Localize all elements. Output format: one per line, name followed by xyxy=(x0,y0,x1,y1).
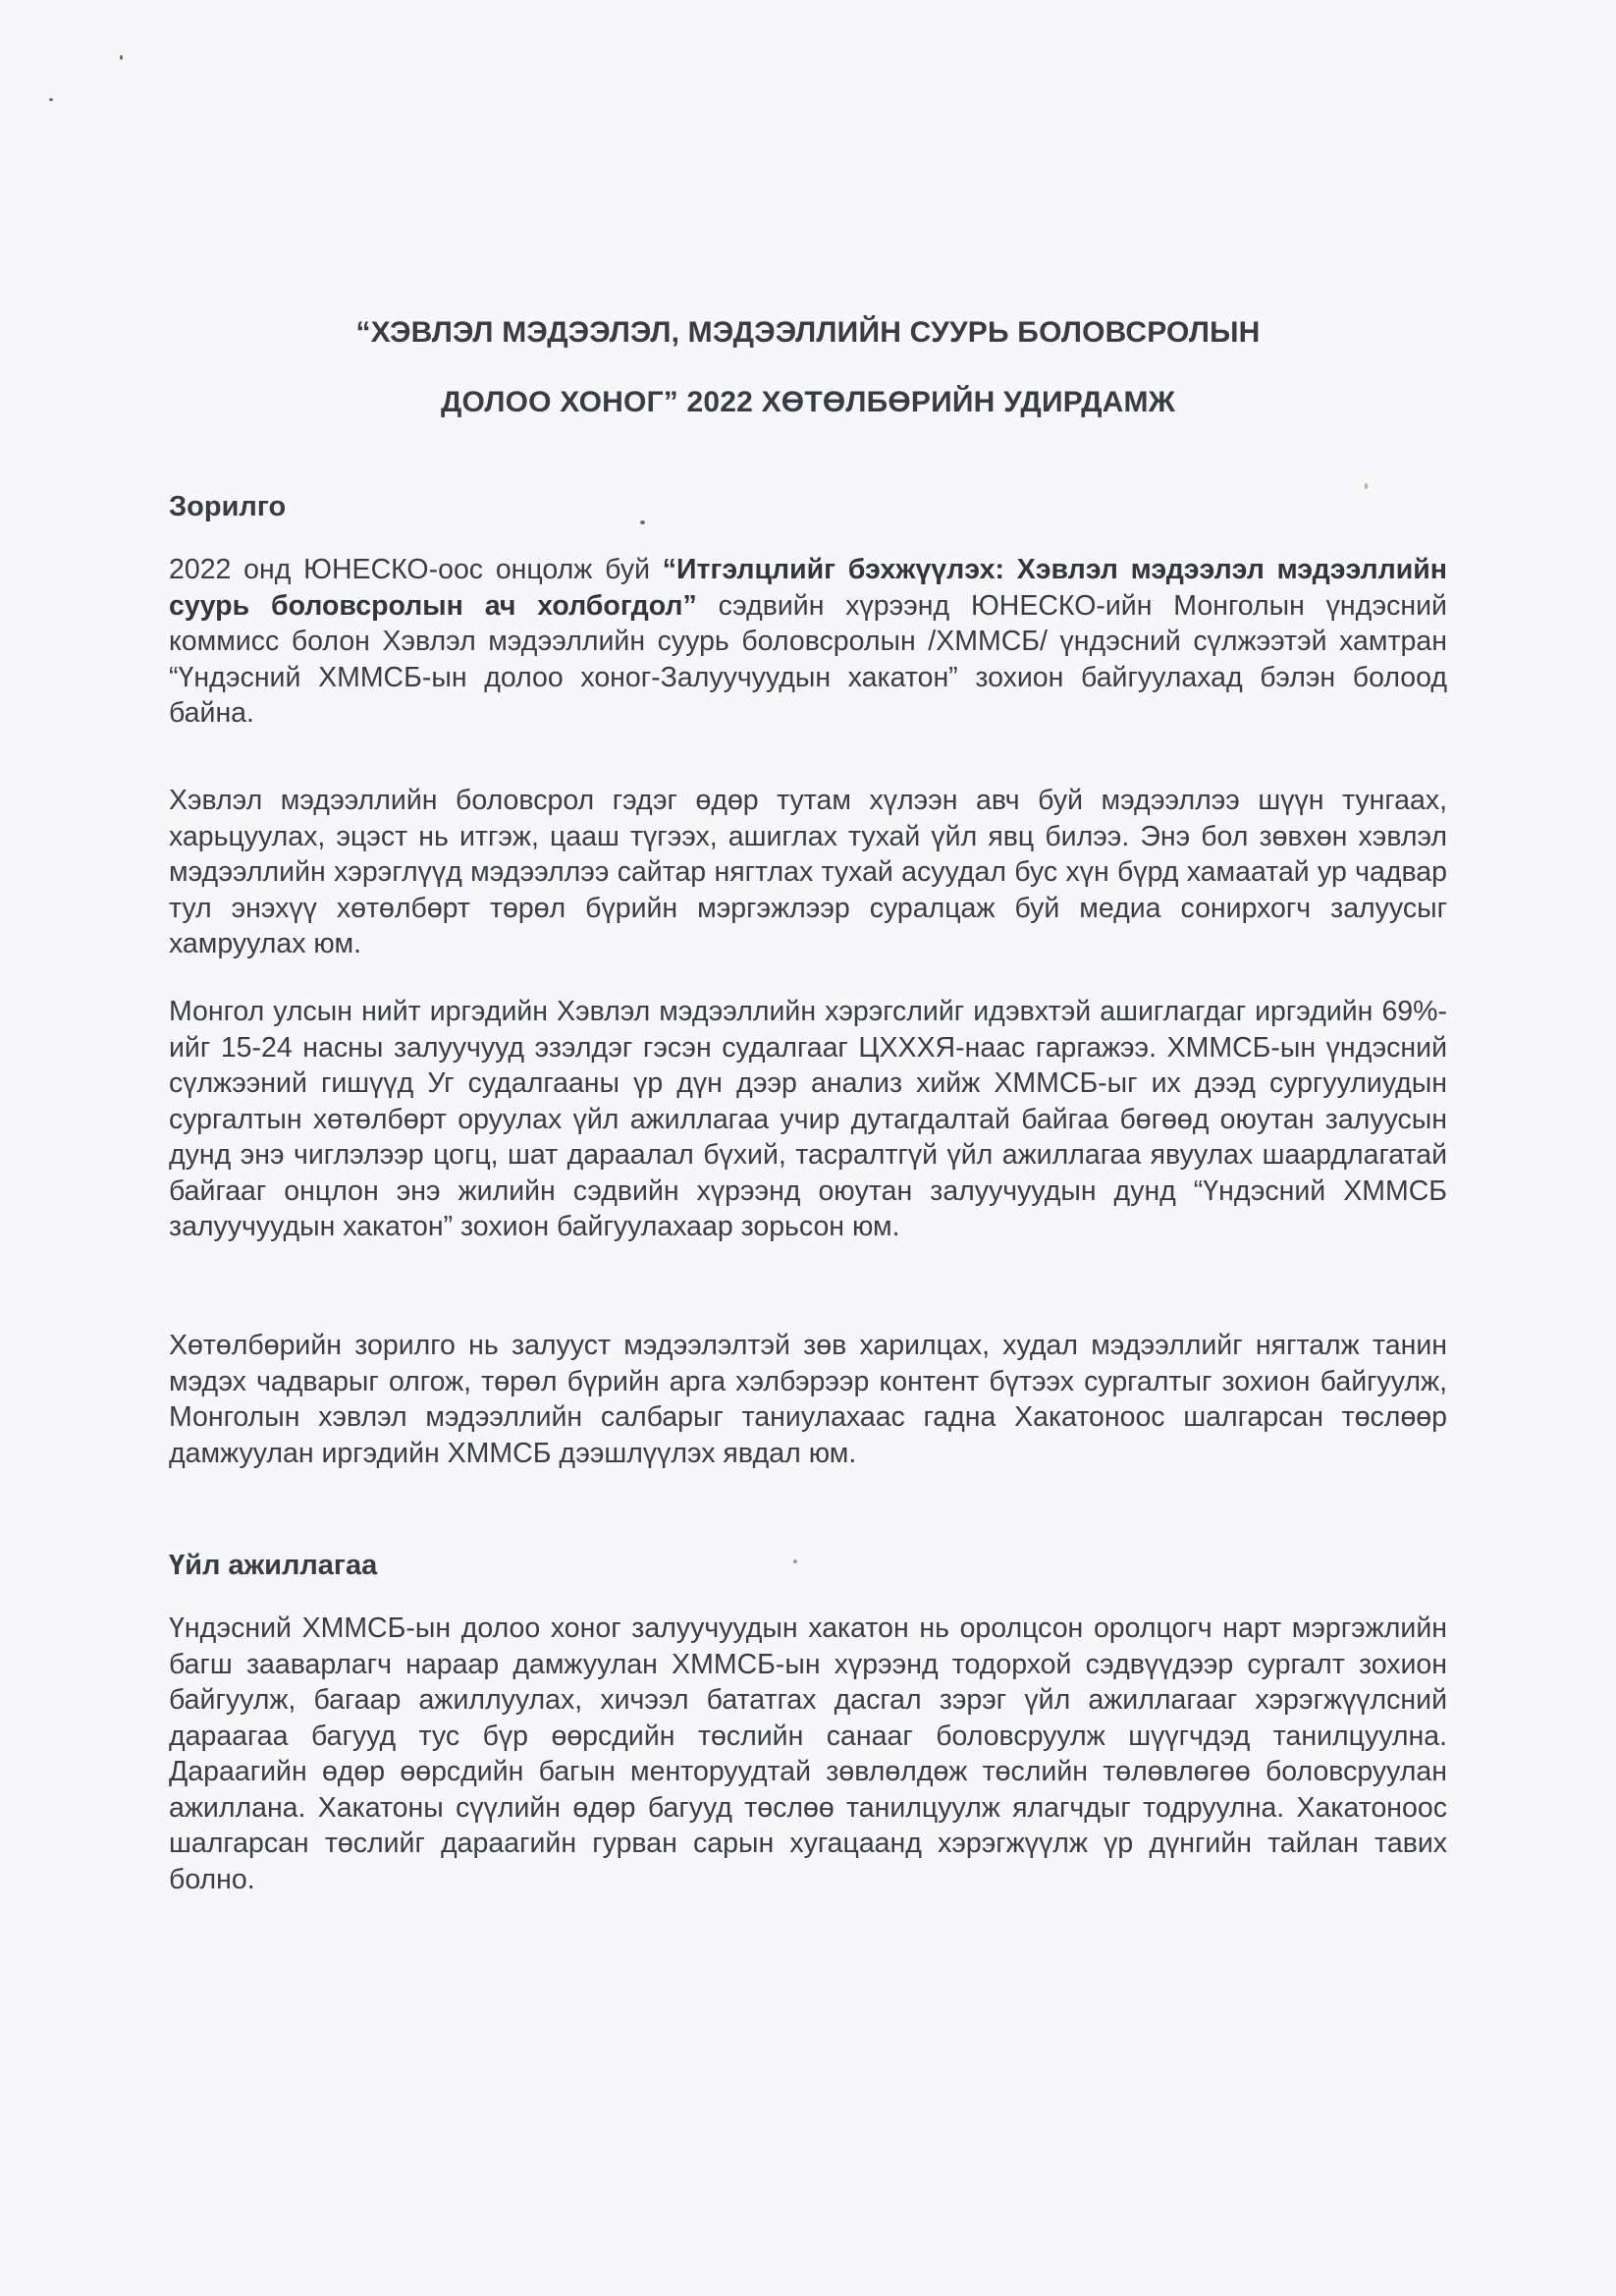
scan-speck xyxy=(640,520,645,524)
paragraph-4: Хөтөлбөрийн зорилго нь залууст мэдээлэлтэй зөв харилцах, худал мэдээллийг нягталж танин мэдэх чадварыг олгож, төрөл бүрийн арга хэлбэрээр контент бүтээх сургалтыг зохион байгуулж, Монголын хэвлэл мэдээллийн салбарыг таниулахаас гадна Хакатоноос шалгарсан төслөөр дамжуулан иргэдийн ХММСБ дээшлүүлэх явдал юм. xyxy=(169,1330,1447,1469)
paragraph-2: Хэвлэл мэдээллийн боловсрол гэдэг өдөр тутам хүлээн авч буй мэдээллээ шүүн тунгаах, харьцуулах, эцэст нь итгэж, цааш түгээх, ашиглах тухай үйл явц билээ. Энэ бол зөвхөн хэвлэл мэдээллийн хэрэглүүд мэдээллээ сайтар нягтлах тухай асуудал бус хүн бүрд хамаатай ур чадвар тул энэхүү хөтөлбөрт төрөл бүрийн мэргэжлээр суралцаж буй медиа сонирхогч залуусыг хамруулах юм. xyxy=(169,785,1447,959)
paragraph-5: Үндэсний ХММСБ-ын долоо хоног залуучуудын хакатон нь оролцсон оролцогч нарт мэргэжлийн багш зааварлагч нараар дамжуулан ХММСБ-ын хүрээнд тодорхой сэдвүүдээр сургалт зохион байгуулж, багаар ажиллуулах, хичээл бататгах дасгал зэрэг үйл ажиллагааг хэрэгжүүлсний дараагаа багууд тус бүр өөрсдийн төслийн санааг боловсруулж шүүгчдэд танилцуулна. Дараагийн өдөр өөрсдийн багын менторуудтай зөвлөлдөж төслийн төлөвлөгөө боловсруулан ажиллана. Хакатоны сүүлийн өдөр багууд төслөө танилцуулж ялагчдыг тодруулна. Хакатоноос шалгарсан төслийг дараагийн гурван сарын хугацаанд хэрэгжүүлж үр дүнгийн тайлан тавих болно. xyxy=(169,1613,1447,1895)
paragraph-1-lead: 2022 онд ЮНЕСКО-оос онцолж буй xyxy=(169,554,663,585)
scan-speck xyxy=(49,98,53,101)
paragraph-1-rest: сэдвийн хүрээнд ЮНЕСКО-ийн Монголын үндэсний коммисс болон Хэвлэл мэдээллийн суурь боловсролын /ХММСБ/ үндэсний сүлжээтэй хамтран “Үндэсний ХММСБ-ын долоо хоног-Залуучуудын хакатон” зохион байгуулахад бэлэн болоод байна. xyxy=(169,589,1447,729)
paragraph-1 xyxy=(169,552,1447,732)
scan-speck xyxy=(1365,483,1368,489)
section-heading-goal: Зорилго xyxy=(169,491,287,522)
document-title-line-1: “ХЭВЛЭЛ МЭДЭЭЛЭЛ, МЭДЭЭЛЛИЙН СУУРЬ БОЛОВСРОЛЫН xyxy=(355,316,1261,349)
document-title-line-2: ДОЛОО ХОНОГ” 2022 ХӨТӨЛБӨРИЙН УДИРДАМЖ xyxy=(440,386,1176,418)
paragraph-1-bold-theme: “Итгэлцлийг бэхжүүлэх: Хэвлэл мэдээлэл мэдээллийн суурь боловсролын ач холбогдол” xyxy=(169,554,1447,622)
section-heading-activities: Үйл ажиллагаа xyxy=(169,1550,378,1581)
scan-speck xyxy=(793,1559,797,1563)
paragraph-3: Монгол улсын нийт иргэдийн Хэвлэл мэдээллийн хэрэгслийг идэвхтэй ашиглагдаг иргэдийн 69%-ийг 15-24 насны залуучууд эзэлдэг гэсэн судалгааг ЦХХХЯ-наас гаргажээ. ХММСБ-ын үндэсний сүлжээний гишүүд Уг судалгааны үр дүн дээр анализ хийж ХММСБ-ыг их дээд сургуулиудын сургалтын хөтөлбөрт оруулах үйл ажиллагаа учир дутагдалтай байгаа бөгөөд оюутан залуусын дунд энэ чиглэлээр цогц, шат дараалал бүхий, тасралтгүй үйл ажиллагаа явуулах шаардлагатай байгааг онцлон энэ жилийн сэдвийн хүрээнд оюутан залуучуудын дунд “Үндэсний ХММСБ залуучуудын хакатон” зохион байгуулахаар зорьсон юм. xyxy=(169,996,1447,1242)
scan-speck xyxy=(120,55,123,60)
